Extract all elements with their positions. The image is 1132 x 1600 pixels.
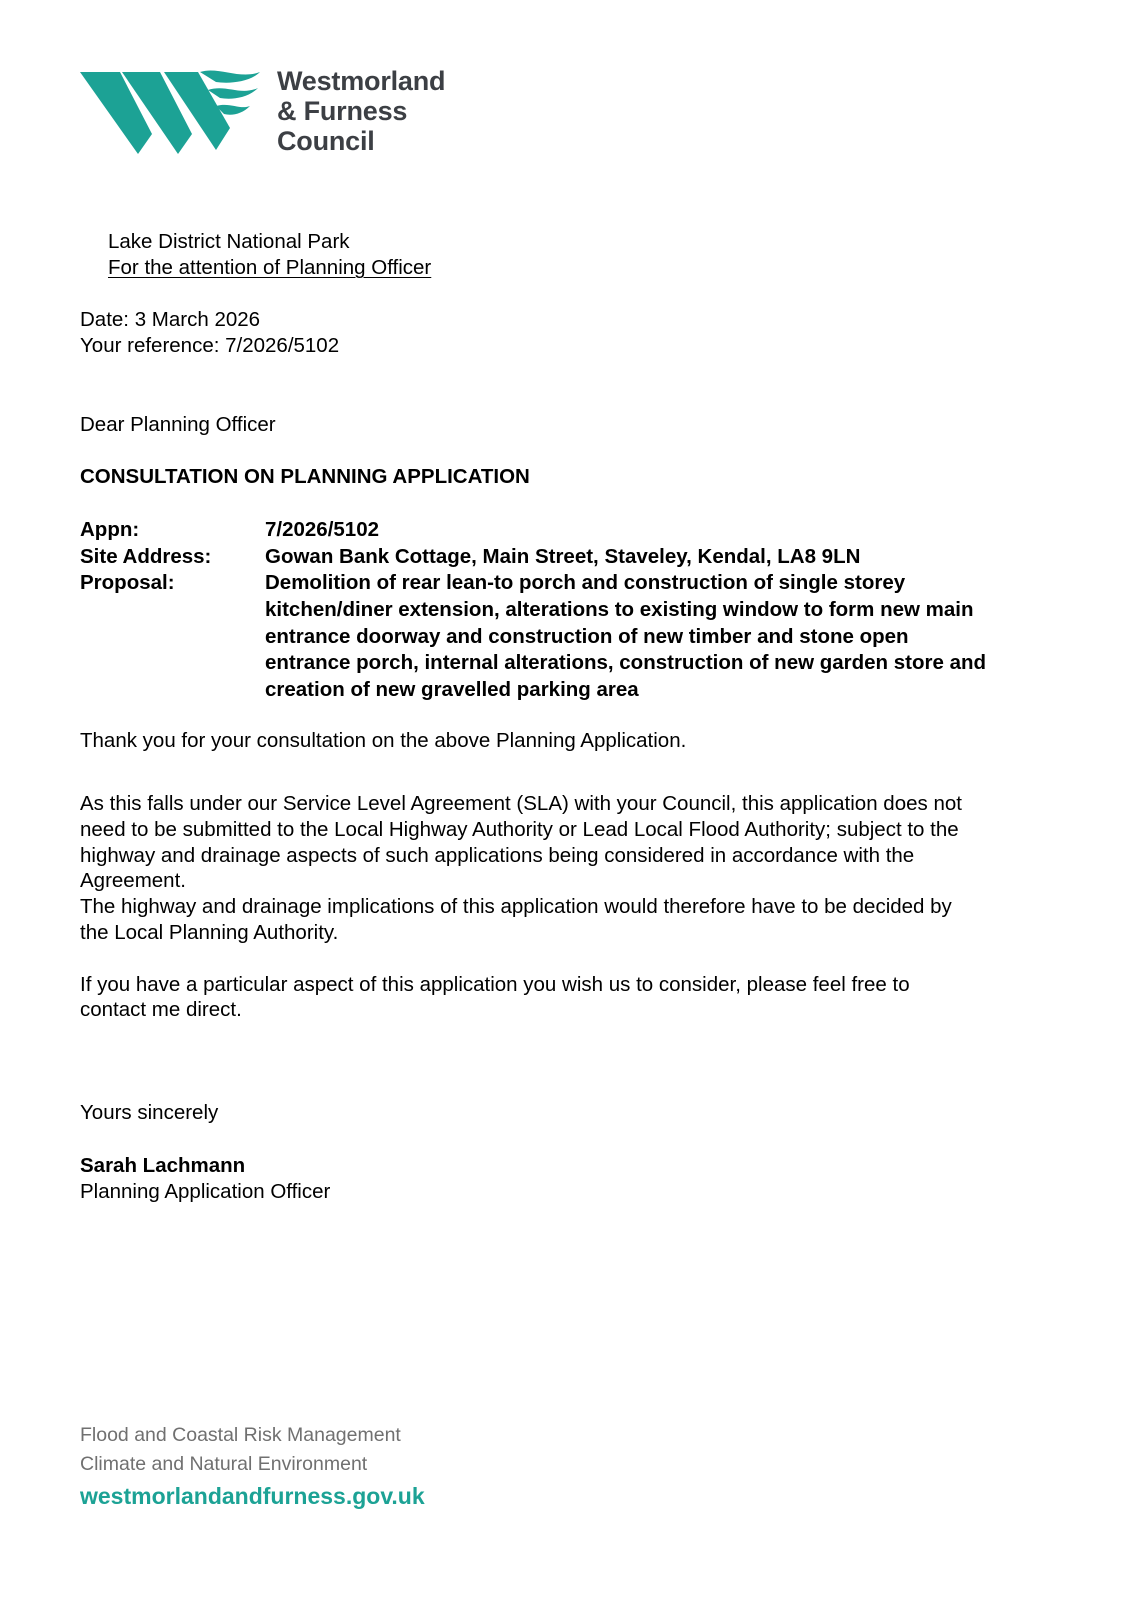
footer-website-link[interactable]: westmorlandandfurness.gov.uk <box>80 1483 425 1509</box>
footer-division: Climate and Natural Environment <box>80 1453 368 1475</box>
letter-heading: CONSULTATION ON PLANNING APPLICATION <box>80 465 530 488</box>
logo-line-1: Westmorland <box>277 66 446 96</box>
your-reference: Your reference: 7/2026/5102 <box>80 334 340 357</box>
site-address-label: Site Address: <box>80 545 212 568</box>
thanks-paragraph: Thank you for your consultation on the above Planning Application. <box>80 729 687 752</box>
closing: Yours sincerely <box>80 1101 219 1124</box>
recipient-organisation: Lake District National Park <box>108 230 350 253</box>
sla-paragraph-line: As this falls under our Service Level Agreement (SLA) with your Council, this application does not <box>80 792 962 815</box>
sla-paragraph-line: The highway and drainage implications of this application would therefore have to be decided by <box>80 895 952 918</box>
appn-value: 7/2026/5102 <box>265 518 380 541</box>
contact-paragraph-line: If you have a particular aspect of this application you wish us to consider, please feel free to <box>80 973 910 996</box>
logo-line-3: Council <box>277 126 375 156</box>
council-logo-mark-icon <box>80 68 265 156</box>
signatory-title: Planning Application Officer <box>80 1180 331 1203</box>
proposal-line: kitchen/diner extension, alterations to existing window to form new main <box>265 598 974 621</box>
sla-paragraph-line: Agreement. <box>80 869 186 892</box>
sla-paragraph-line: the Local Planning Authority. <box>80 921 339 944</box>
proposal-label: Proposal: <box>80 571 175 594</box>
signatory-name: Sarah Lachmann <box>80 1154 246 1177</box>
footer-department: Flood and Coastal Risk Management <box>80 1424 401 1446</box>
site-address-value: Gowan Bank Cottage, Main Street, Staveley, Kendal, LA8 9LN <box>265 545 861 568</box>
proposal-line: Demolition of rear lean-to porch and construction of single storey <box>265 571 906 594</box>
proposal-line: entrance doorway and construction of new timber and stone open <box>265 625 909 648</box>
proposal-line: creation of new gravelled parking area <box>265 678 639 701</box>
salutation: Dear Planning Officer <box>80 413 276 436</box>
proposal-line: entrance porch, internal alterations, construction of new garden store and <box>265 651 987 674</box>
letter-date: Date: 3 March 2026 <box>80 308 261 331</box>
council-logo-wordmark <box>277 66 445 156</box>
recipient-attention: For the attention of Planning Officer <box>108 256 432 279</box>
logo-line-2: & Furness <box>277 96 408 126</box>
appn-label: Appn: <box>80 518 140 541</box>
contact-paragraph-line: contact me direct. <box>80 998 242 1021</box>
sla-paragraph-line: need to be submitted to the Local Highway Authority or Lead Local Flood Authority; subject to the <box>80 818 959 841</box>
sla-paragraph-line: highway and drainage aspects of such applications being considered in accordance with the <box>80 844 915 867</box>
